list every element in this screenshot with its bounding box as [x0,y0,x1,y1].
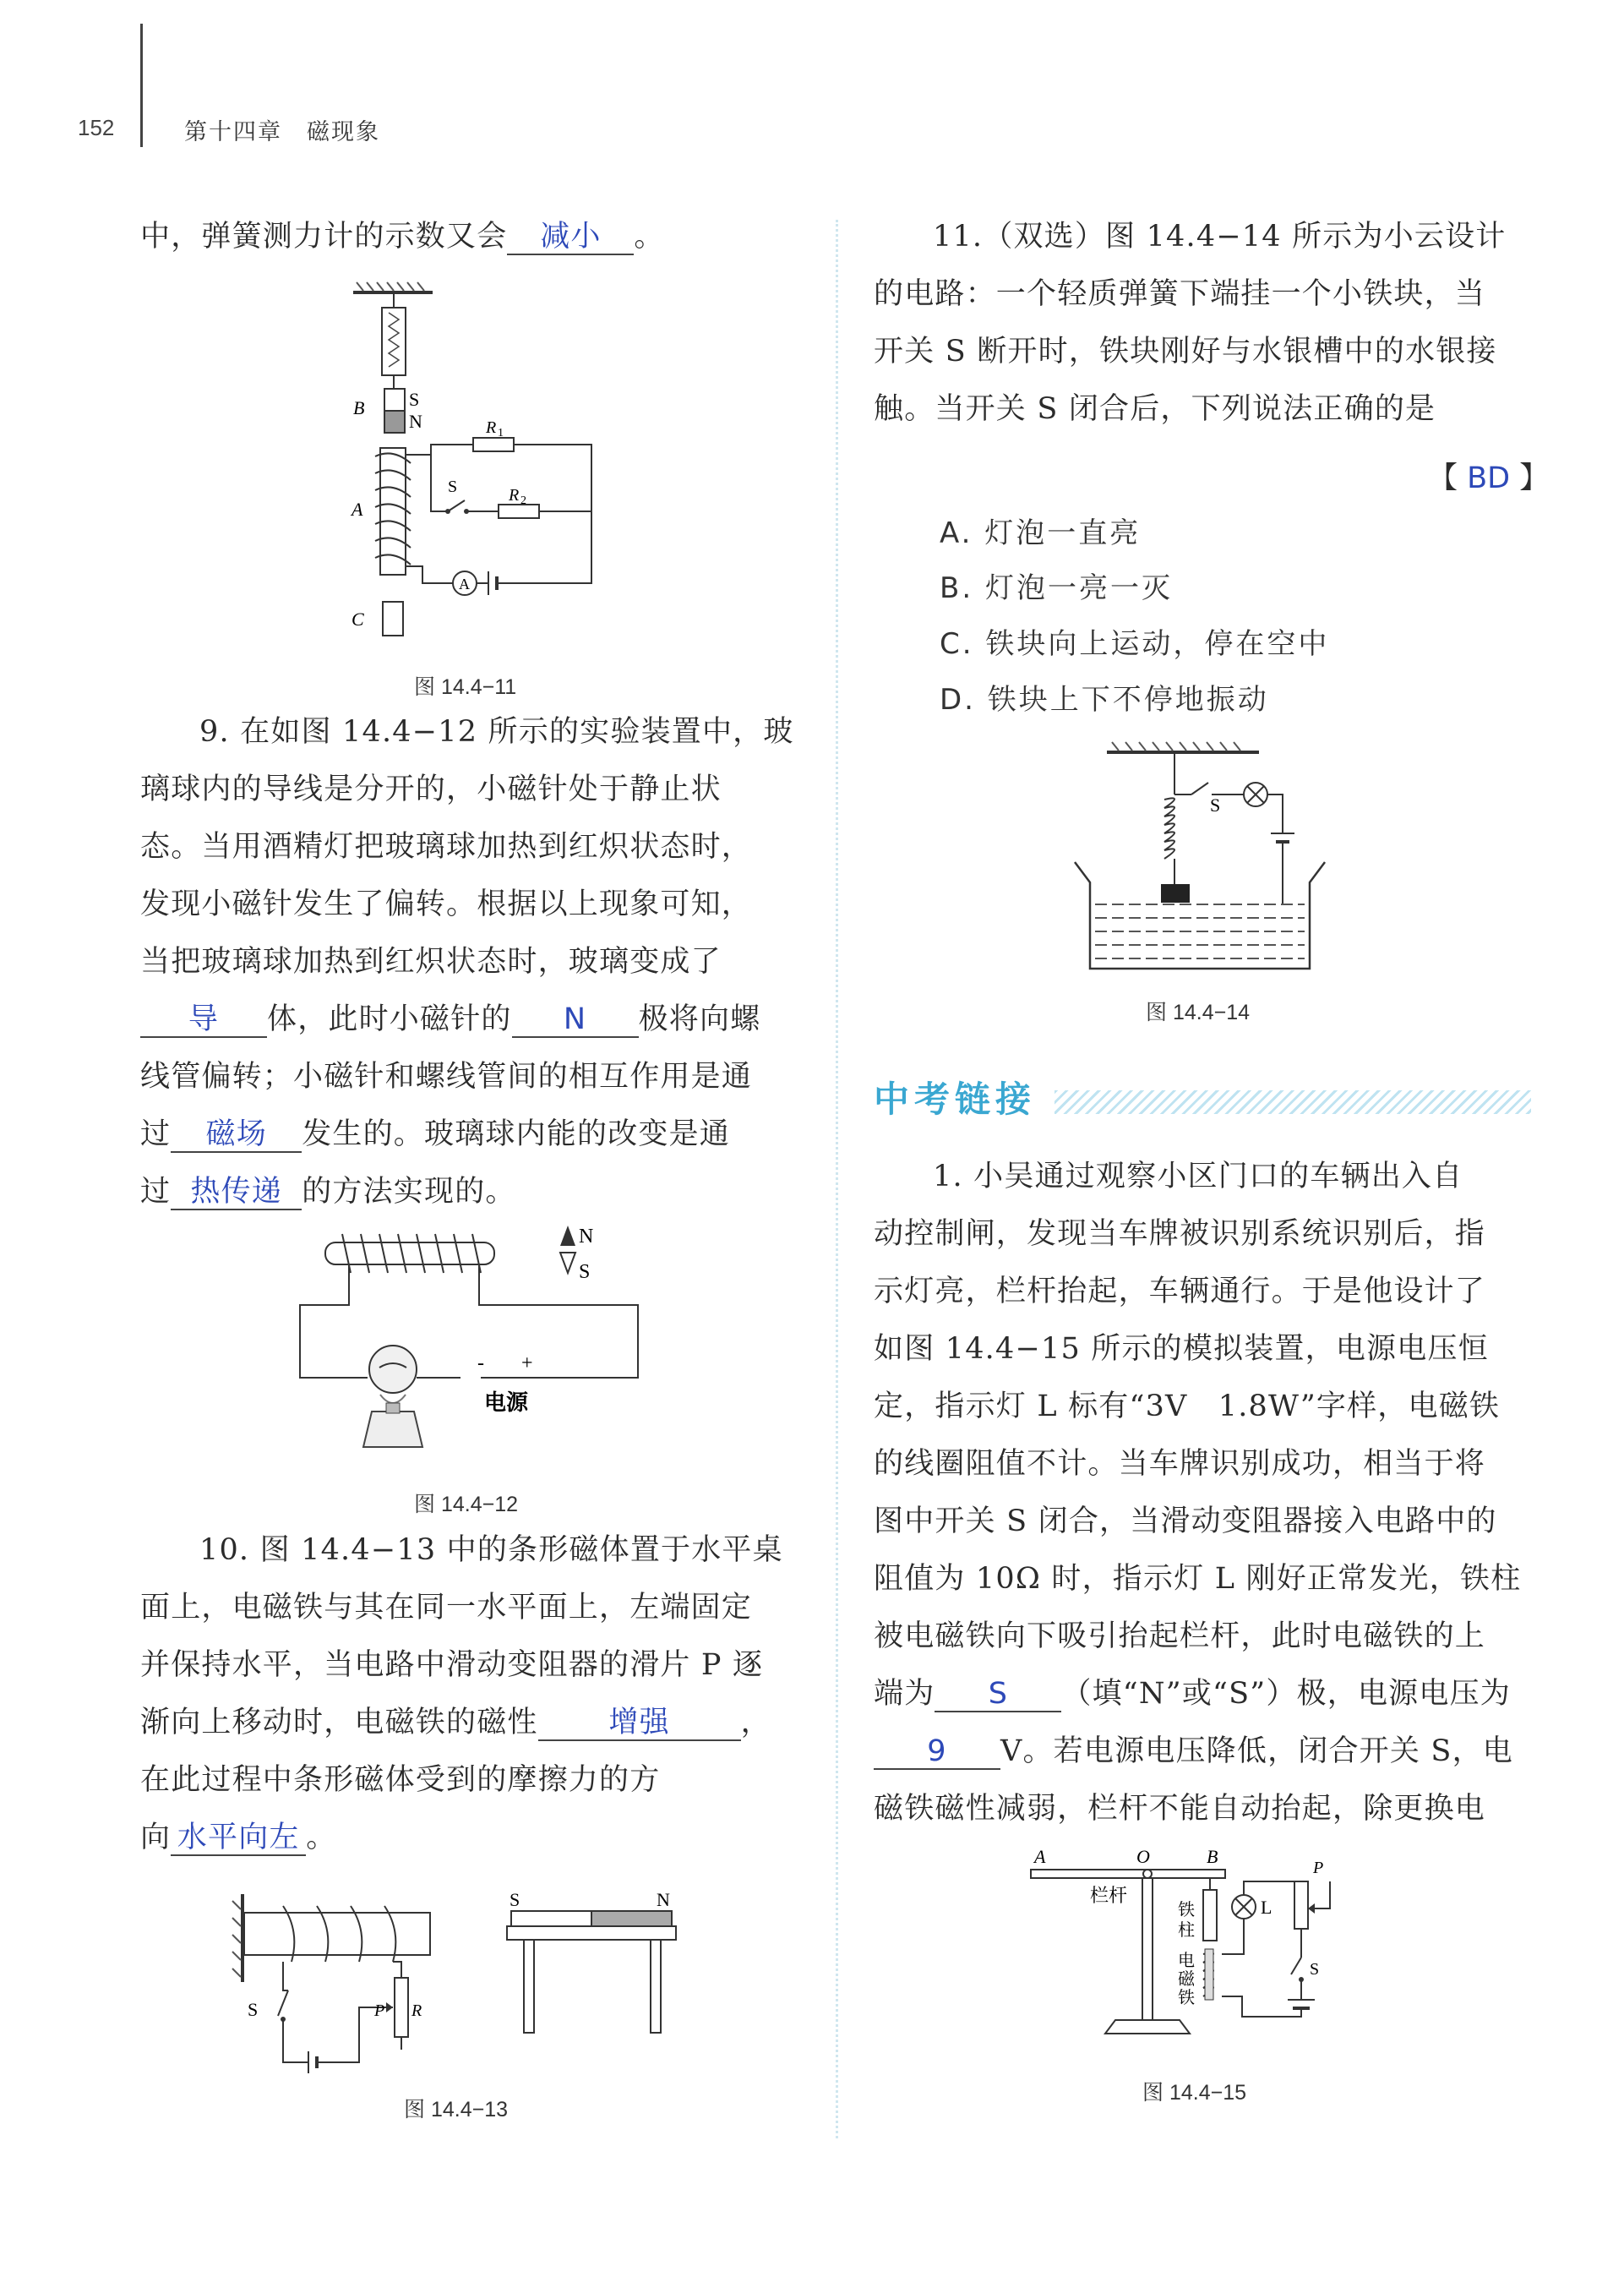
q9-answer-1: 导 [140,1002,267,1038]
fig13-label-p: P [374,2001,385,2020]
section-title-decoration [1055,1090,1531,1114]
q8-text: 中，弹簧测力计的示数又会 [140,220,508,254]
question-10: 10. 图 14.4−13 中的条形磁体置于水平桌 面上，电磁铁与其在同一水平面上，左端固定 并保持水平，当电路中滑动变阻器的滑片 P 逐 渐向上移动时，电磁铁的磁性 增强 ， 在此过程中条形磁体受到的摩擦力的方 向 水平向左 。 [140,1533,783,1854]
q11-option-d: D. 铁块上下不停地振动 [940,683,1269,717]
q8-answer-blank: 减小 [507,220,634,255]
svg-text:铁: 铁 [1178,1989,1195,2007]
header-rule [140,24,143,147]
chapter-title: 第十四章 磁现象 [184,119,380,145]
fig11-label-switch: S [448,478,458,496]
zhongkao-question-1: 1. 小吴通过观察小区门口的车辆出入自 动控制闸，发现当车牌被识别系统识别后，指 示灯亮，栏杆抬起，车辆通行。于是他设计了 如图 14.4−15 所示的模拟装置，电源电压恒 定，指示灯 L 标有“3V 1.8W”字样，电磁铁 的线圈阻值不计。当车牌识别成功，相当于将 图中开关 S 闭合，当滑动变阻器接入电路中的 阻值为 10Ω 时，指示灯 L 刚好正常发光，铁柱 被电磁铁向下吸引抬起栏杆，此时电磁铁的上 端为 S （填“N”或“S”）极，电源电压为 9 V。若电源电压降低，闭合开关 S，电 磁铁磁性减弱，栏杆不能自动抬起，除更换电 [874,1160,1522,1826]
fig13-label-r: R [411,2001,422,2020]
fig12-label-n: N [579,1226,594,1248]
q1-answer-1: S [935,1677,1061,1712]
fig13-label-switch: S [248,1999,259,2020]
fig14-label-switch: S [1210,794,1221,816]
fig15-label-o: O [1136,1848,1150,1867]
figure-14-4-15 [1022,1848,1411,2050]
fig11-label-a: A [352,499,363,520]
fig15-label-rod: 栏杆 [1090,1885,1128,1906]
section-title: 中考链接 [874,1078,1037,1120]
fig13-label-s: S [510,1889,520,1910]
fig15-label-a: A [1034,1848,1046,1867]
fig11-ammeter: A [459,576,470,592]
fig15-label-p: P [1313,1859,1324,1877]
q11-option-a: A. 灯泡一直亮 [940,516,1142,550]
fig11-label-n: N [409,411,422,432]
figure-14-4-14 [1065,735,1335,980]
fig15-caption: 图 14.4−15 [1142,2081,1247,2105]
svg-text:磁: 磁 [1178,1970,1195,1989]
q8-tail: 中，弹簧测力计的示数又会 减小 。 [140,220,665,254]
figure-14-4-11 [338,279,617,642]
svg-text:-: - [477,1352,484,1374]
svg-text:1: 1 [498,427,504,440]
figure-14-4-13 [224,1889,697,2083]
q9-answer-2: N [512,1002,639,1038]
fig13-label-n: N [657,1889,670,1910]
q10-answer-1: 增强 [538,1706,741,1741]
column-divider [836,220,838,2138]
fig15-label-l: L [1261,1897,1272,1918]
q9-answer-4: 热传递 [171,1175,302,1210]
fig12-caption: 图 14.4−12 [414,1493,519,1516]
q11-option-b: B. 灯泡一亮一灭 [940,571,1173,605]
fig11-label-c: C [352,609,364,630]
svg-text:铁: 铁 [1178,1901,1195,1919]
fig11-label-r2: R [509,486,520,505]
q11-answer: 【 BD 】 [1428,461,1550,495]
svg-text:+: + [521,1352,533,1374]
fig11-label-r1: R [486,418,497,437]
fig12-label-s: S [579,1261,591,1283]
q10-answer-2: 水平向左 [171,1821,306,1856]
fig12-power-label: 电源 [484,1390,529,1415]
svg-text:2: 2 [520,494,526,507]
fig15-label-b: B [1207,1848,1218,1867]
fig14-caption: 图 14.4−14 [1146,1001,1251,1024]
fig13-caption: 图 14.4−13 [404,2098,509,2121]
fig11-label-b: B [353,397,365,418]
svg-text:电: 电 [1178,1952,1195,1970]
question-11: 11.（双选）图 14.4−14 所示为小云设计 的电路：一个轻质弹簧下端挂一个小铁块，当 开关 S 断开时，铁块刚好与水银槽中的水银接 触。当开关 S 闭合后，下列说法正确的是 [874,220,1507,426]
q9-answer-3: 磁场 [171,1117,302,1153]
q11-option-c: C. 铁块向上运动，停在空中 [940,627,1330,661]
fig15-label-switch: S [1310,1960,1320,1979]
svg-text:柱: 柱 [1178,1921,1195,1940]
fig11-caption: 图 14.4−11 [414,675,517,699]
fig11-label-s: S [409,389,420,410]
page-number: 152 [78,115,115,140]
question-9: 9. 在如图 14.4−12 所示的实验装置中，玻 璃球内的导线是分开的，小磁针处于静止状 态。当用酒精灯把玻璃球加热到红炽状态时， 发现小磁针发生了偏转。根据以上现象可知， 当把玻璃球加热到红炽状态时，玻璃变成了 导 体，此时小磁针的 N 极将向螺 线管偏转；小磁针和螺线管间的相互作用是通 过 磁场 发生的。玻璃球内能的改变是通 过 热传递 的方法实现的。 [140,715,794,1209]
figure-14-4-12 [292,1217,646,1462]
q1-answer-2: 9 [874,1734,1000,1770]
